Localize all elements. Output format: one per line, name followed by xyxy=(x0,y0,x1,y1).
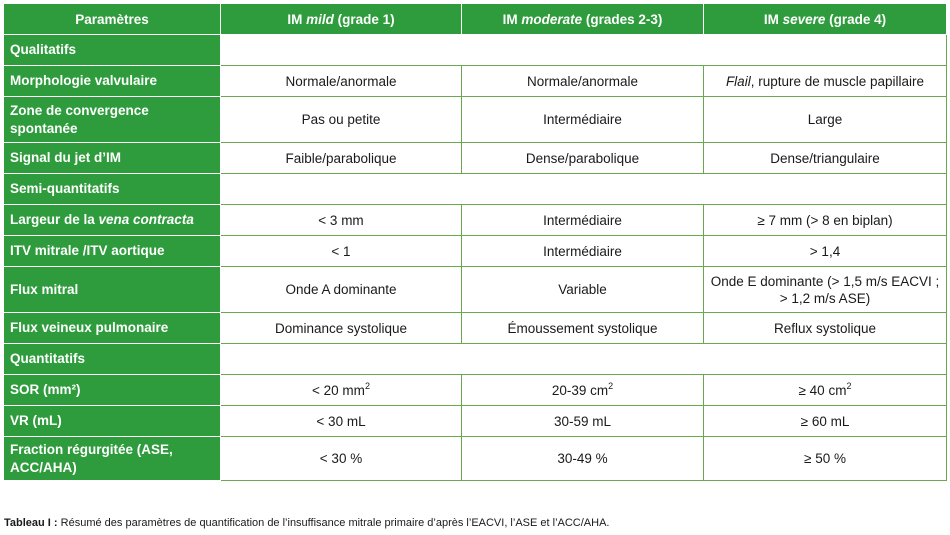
cell-mild: < 30 % xyxy=(221,437,462,481)
cell-mild: < 20 $mm^2$ xyxy=(221,375,462,406)
row-label: SOR (mm²) xyxy=(4,375,221,406)
cell-moderate: Intermédiaire xyxy=(462,236,704,267)
cell-mild: Dominance systolique xyxy=(221,313,462,344)
section-row-semi-quantitatifs xyxy=(4,174,947,205)
cell-severe: Onde E dominante (> 1,5 m/s EACVI ; > 1,2 m/s ASE) xyxy=(704,267,947,313)
row-label: ITV mitrale /ITV aortique xyxy=(4,236,221,267)
section-label-quantitatifs: Quantitatifs xyxy=(4,344,221,375)
header-row xyxy=(4,4,947,35)
table-row-fraction-regurgitee xyxy=(4,437,947,481)
row-label: Zone de convergence spontanée xyxy=(4,97,221,143)
cell-severe: Large xyxy=(704,97,947,143)
row-label: Morphologie valvulaire xyxy=(4,66,221,97)
cell-moderate: Intermédiaire xyxy=(462,205,704,236)
table-row-zone-convergence xyxy=(4,97,947,143)
table-row-morphologie xyxy=(4,66,947,97)
table-caption xyxy=(4,517,609,529)
section-fill xyxy=(221,35,947,66)
cell-mild: Normale/anormale xyxy=(221,66,462,97)
section-fill xyxy=(221,174,947,205)
cell-severe: Flail, rupture de muscle papillaire xyxy=(704,66,947,97)
header-im-severe: IM severe (grade 4) xyxy=(704,4,947,35)
row-label: Flux veineux pulmonaire xyxy=(4,313,221,344)
section-row-qualitatifs xyxy=(4,35,947,66)
table-row-itv xyxy=(4,236,947,267)
cell-moderate: Normale/anormale xyxy=(462,66,704,97)
table-row-flux-veineux xyxy=(4,313,947,344)
header-parametres: Paramètres xyxy=(4,4,221,35)
table-row-sor xyxy=(4,375,947,406)
row-label: Largeur de la vena contracta xyxy=(4,205,221,236)
cell-moderate: Intermédiaire xyxy=(462,97,704,143)
table-row-flux-mitral xyxy=(4,267,947,313)
row-label: Flux mitral xyxy=(4,267,221,313)
section-fill xyxy=(221,344,947,375)
cell-severe: Dense/triangulaire xyxy=(704,143,947,174)
cell-mild: Faible/parabolique xyxy=(221,143,462,174)
row-label: Fraction régurgitée (ASE, ACC/AHA) xyxy=(4,437,221,481)
caption-text: Résumé des paramètres de quantification de l’insuffisance mitrale primaire d’après l’EACVI, l’ASE et l’ACC/AHA. xyxy=(57,517,610,529)
cell-mild: Pas ou petite xyxy=(221,97,462,143)
cell-moderate: Émoussement systolique xyxy=(462,313,704,344)
cell-mild: Onde A dominante xyxy=(221,267,462,313)
cell-mild: < 30 mL xyxy=(221,406,462,437)
cell-moderate: Variable xyxy=(462,267,704,313)
row-label: Signal du jet d’IM xyxy=(4,143,221,174)
cell-mild: < 3 mm xyxy=(221,205,462,236)
cell-severe: Reflux systolique xyxy=(704,313,947,344)
cell-moderate: Dense/parabolique xyxy=(462,143,704,174)
cell-moderate: 20-39 $cm^2$ xyxy=(462,375,704,406)
table-row-signal-jet xyxy=(4,143,947,174)
section-label-qualitatifs: Qualitatifs xyxy=(4,35,221,66)
cell-severe: > 1,4 xyxy=(704,236,947,267)
cell-moderate: 30-59 mL xyxy=(462,406,704,437)
table-row-vena-contracta xyxy=(4,205,947,236)
caption-prefix: Tableau I : xyxy=(4,517,58,529)
header-im-mild: IM mild (grade 1) xyxy=(221,4,462,35)
cell-severe: ≥ 60 mL xyxy=(704,406,947,437)
section-label-semi-quantitatifs: Semi-quantitatifs xyxy=(4,174,221,205)
cell-severe: ≥ 7 mm (> 8 en biplan) xyxy=(704,205,947,236)
header-im-moderate: IM moderate (grades 2-3) xyxy=(462,4,704,35)
cell-severe: ≥ 50 % xyxy=(704,437,947,481)
row-label: VR (mL) xyxy=(4,406,221,437)
cell-severe: ≥ 40 $cm^2$ xyxy=(704,375,947,406)
cell-mild: < 1 xyxy=(221,236,462,267)
table-row-vr xyxy=(4,406,947,437)
quantification-table xyxy=(3,3,947,481)
section-row-quantitatifs xyxy=(4,344,947,375)
cell-moderate: 30-49 % xyxy=(462,437,704,481)
